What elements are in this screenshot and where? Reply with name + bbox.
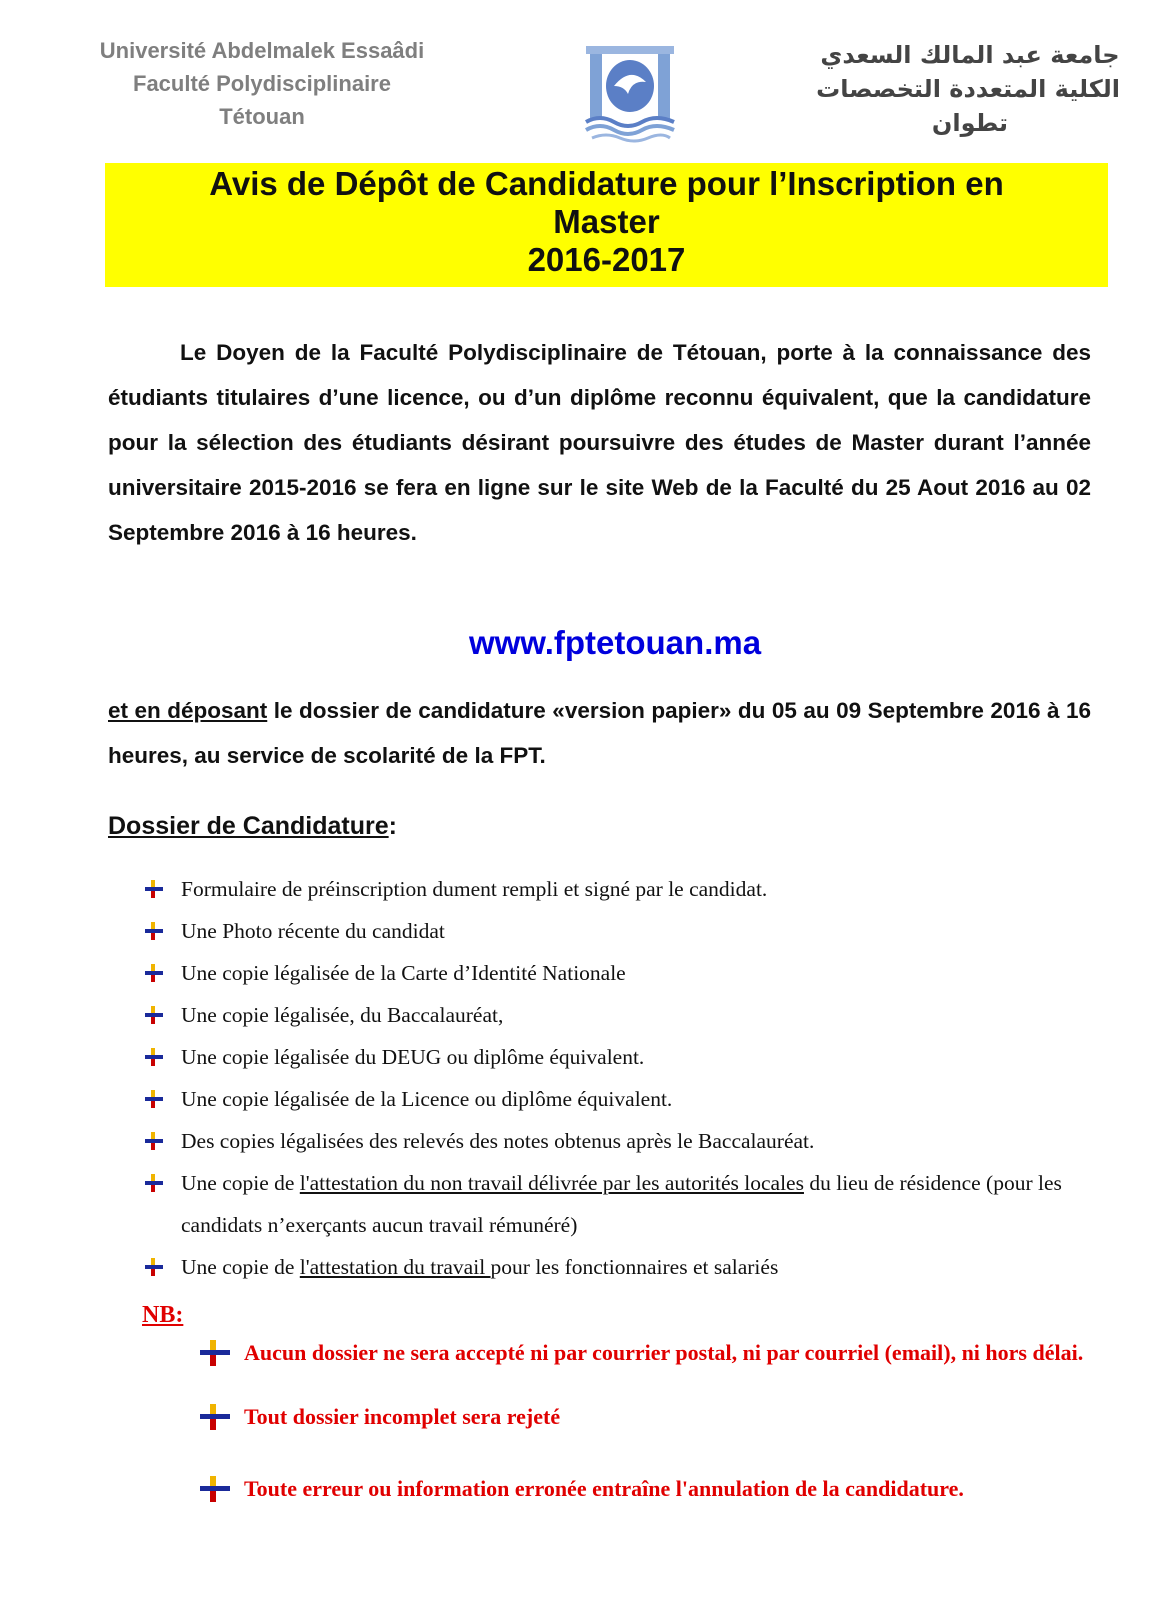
dossier-heading [108,812,397,841]
website-link[interactable]: www.fptetouan.ma [468,624,762,661]
cross-bullet-icon [200,1476,230,1502]
title-line-2: Master [553,203,660,240]
cross-bullet-icon [145,1048,163,1066]
list-item: Une copie de l'attestation du travail pour les fonctionnaires et salariés [145,1246,1105,1288]
cross-bullet-icon [145,880,163,898]
nb-label: NB: [142,1302,184,1328]
dossier-heading-colon: : [388,812,397,840]
header-fr-line-2: Faculté Polydisciplinaire [133,71,391,96]
list-item: Une copie légalisée de la Carte d’Identité Nationale [145,952,1105,994]
required-documents-list [145,868,1105,1288]
dossier-heading-text: Dossier de Candidature [108,812,389,840]
header-fr-line-3: Tétouan [219,104,305,129]
header-ar-line-2: الكلية المتعددة التخصصات [816,75,1120,103]
nb-warnings-list [200,1336,1120,1506]
notice-title-box [105,163,1108,287]
cross-bullet-icon [145,1174,163,1192]
list-item: Une copie légalisée de la Licence ou diplôme équivalent. [145,1078,1105,1120]
list-item: Des copies légalisées des relevés des notes obtenus après le Baccalauréat. [145,1120,1105,1162]
intro-paragraph: Le Doyen de la Faculté Polydisciplinaire de Tétouan, porte à la connaissance des étudiants titulaires d’une licence, ou d’un diplôme reconnu équivalent, que la candidature pour la sélection des étudiants désirant poursuivre des études de Master durant l’année universitaire 2015-2016 se fera en ligne sur le site Web de la Faculté du 25 Aout 2016 au 02 Septembre 2016 à 16 heures. [108,340,1091,545]
cross-bullet-icon [200,1340,230,1366]
university-header-french [72,34,452,133]
list-item: Une Photo récente du candidat [145,910,1105,952]
header-fr-line-1: Université Abdelmalek Essaâdi [99,38,425,63]
list-item: Une copie légalisée, du Baccalauréat, [145,994,1105,1036]
cross-bullet-icon [145,1090,163,1108]
header-ar-line-1: جامعة عبد المالك السعدي [820,41,1120,69]
university-header-arabic [816,38,1120,140]
title-line-1: Avis de Dépôt de Candidature pour l’Inscription en [209,165,1004,202]
deposit-paragraph [108,688,1091,778]
cross-bullet-icon [145,1258,163,1276]
list-item: Une copie légalisée du DEUG ou diplôme équivalent. [145,1036,1105,1078]
cross-bullet-icon [145,964,163,982]
list-item: Tout dossier incomplet sera rejeté [200,1400,1120,1434]
deposit-underlined: et en déposant [108,698,268,723]
cross-bullet-icon [145,922,163,940]
cross-bullet-icon [145,1006,163,1024]
title-line-3: 2016-2017 [527,241,686,278]
list-item: Une copie de l'attestation du non travail délivrée par les autorités locales du lieu de résidence (pour les candidats n’exerçants aucun travail rémunéré) [145,1162,1105,1246]
list-item: Formulaire de préinscription dument rempli et signé par le candidat. [145,868,1105,910]
header-ar-line-3: تطوان [931,109,1009,137]
faculty-logo [580,36,680,146]
cross-bullet-icon [200,1404,230,1430]
list-item: Aucun dossier ne sera accepté ni par courrier postal, ni par courriel (email), ni hors délai. [200,1336,1120,1370]
list-item: Toute erreur ou information erronée entraîne l'annulation de la candidature. [200,1472,1120,1506]
deposit-rest: le dossier de candidature «version papier» du 05 au 09 Septembre 2016 à 16 heures, au service de scolarité de la FPT. [108,698,1091,768]
cross-bullet-icon [145,1132,163,1150]
